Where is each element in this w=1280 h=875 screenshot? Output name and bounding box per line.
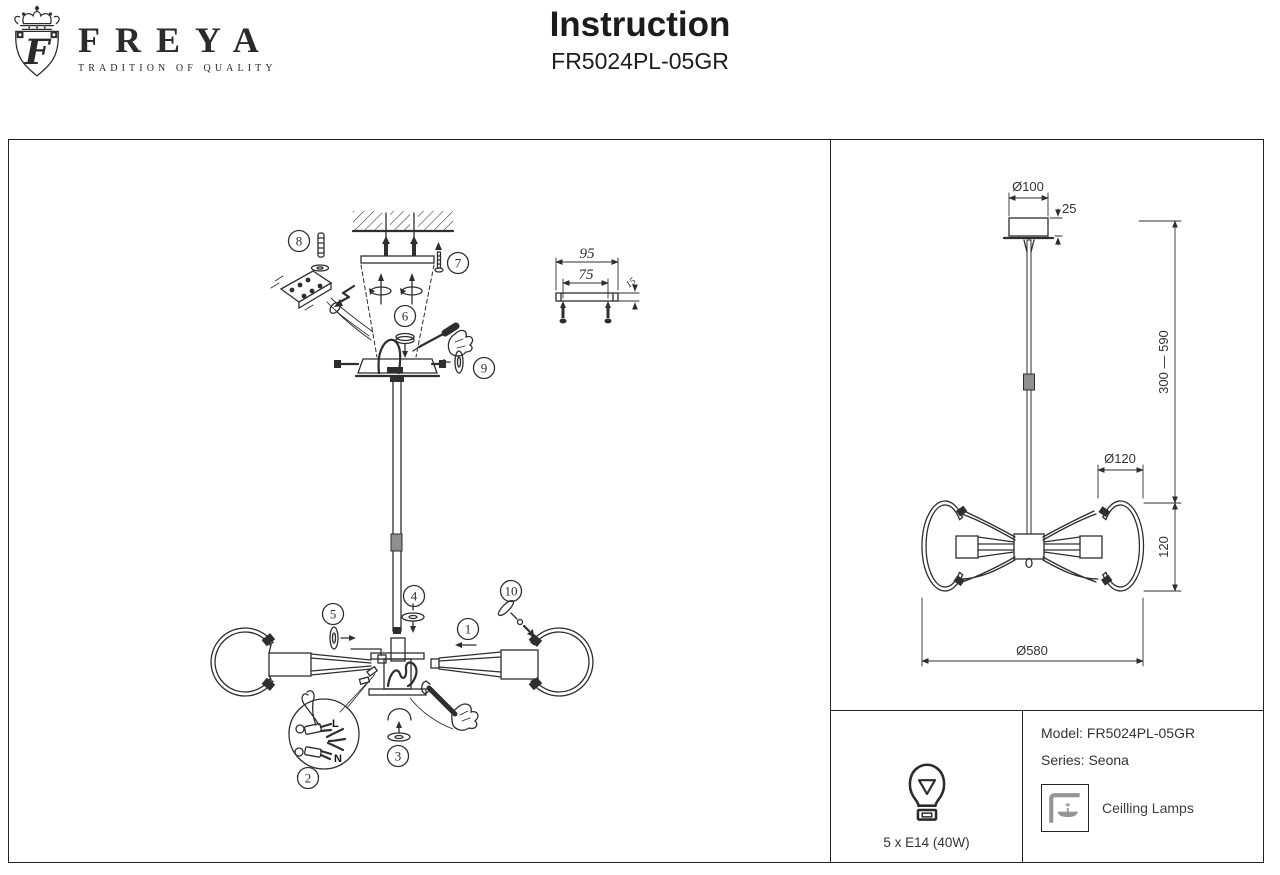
wing-nut-part4 [402, 604, 424, 633]
model-code: FR5024PL-05GR [551, 47, 729, 74]
dim-body-height [1144, 503, 1181, 591]
screw-rotation-marks [369, 273, 422, 304]
svg-text:1: 1 [464, 621, 472, 637]
callout-2 [298, 768, 319, 789]
svg-text:Ø100: Ø100 [1012, 179, 1044, 194]
ceiling-lamp-icon-box [1041, 784, 1089, 832]
hand-screwdriver [413, 326, 473, 356]
svg-text:F: F [24, 32, 50, 74]
dim-overall-diameter [922, 598, 1143, 666]
svg-text:5: 5 [329, 606, 337, 622]
category-row [1041, 784, 1263, 832]
ceiling-hatch [353, 210, 453, 239]
svg-text:7: 7 [454, 255, 462, 271]
ceiling-lamp-icon [1043, 786, 1087, 830]
brand-name: FREYA [78, 20, 274, 60]
bulb-spec: 5 x E14 (40W) [883, 835, 970, 850]
canopy-plate [334, 340, 446, 376]
svg-text:25: 25 [1062, 201, 1077, 216]
callout-6 [395, 306, 416, 327]
terminal-block [271, 271, 331, 310]
wall-anchor-part8 [312, 233, 329, 271]
svg-text:2: 2 [304, 770, 312, 786]
finial-screw-part10 [496, 598, 534, 637]
wire-label-live: L [332, 718, 339, 730]
model-info-cell [1023, 711, 1263, 862]
callout-3 [388, 746, 409, 767]
bracket-dim-inner: 75 [578, 267, 594, 283]
callout-1 [458, 619, 479, 640]
svg-text:9: 9 [480, 360, 488, 376]
model-label: Model: FR5024PL-05GR [1041, 725, 1196, 741]
page-title: Instruction [549, 5, 731, 44]
callout-7 [448, 253, 469, 274]
svg-text:Ø120: Ø120 [1104, 451, 1136, 466]
category-label: Ceilling Lamps [1102, 800, 1194, 816]
svg-text:300 — 590: 300 — 590 [1156, 330, 1171, 394]
lamp-body [922, 501, 1144, 591]
callout-5 [323, 604, 344, 625]
assembly-panel [8, 139, 831, 863]
bracket-dim-thickness: 15 [623, 275, 639, 291]
dimension-drawing [831, 140, 1262, 711]
svg-text:6: 6 [401, 308, 409, 324]
svg-text:4: 4 [410, 588, 418, 604]
dim-suspension-range [1139, 221, 1181, 503]
assembly-diagram [9, 140, 829, 860]
svg-text:10: 10 [504, 583, 518, 599]
wire-label-neutral: N [334, 753, 342, 765]
wing-nut-part5 [330, 627, 386, 663]
canopy [1004, 218, 1053, 238]
dim-canopy-diameter [1009, 179, 1048, 216]
svg-text:8: 8 [295, 233, 303, 249]
dim-shade-diameter [1098, 451, 1143, 498]
callout-4 [404, 586, 425, 607]
callout-10 [501, 581, 522, 602]
bulb-icon [904, 761, 950, 827]
screw-part7 [435, 242, 443, 272]
brand-tagline: TRADITION OF QUALITY [78, 63, 277, 74]
callout-9 [474, 358, 495, 379]
dimension-panel [830, 139, 1264, 863]
wiring-detail [289, 674, 375, 769]
bulb-spec-cell [831, 711, 1023, 862]
svg-text:Ø580: Ø580 [1016, 643, 1048, 658]
rod [1024, 240, 1035, 534]
svg-text:120: 120 [1156, 536, 1171, 558]
bracket-dim-outer: 95 [579, 246, 595, 262]
callout-8 [289, 231, 310, 252]
wing-nut-part9 [438, 351, 463, 373]
series-label: Series: Seona [1041, 752, 1129, 768]
title-block [0, 6, 1280, 75]
info-row [831, 710, 1263, 862]
bottom-finial [388, 709, 411, 741]
svg-text:3: 3 [394, 748, 402, 764]
right-arm-shade [431, 628, 593, 696]
bracket-detail [556, 246, 639, 324]
